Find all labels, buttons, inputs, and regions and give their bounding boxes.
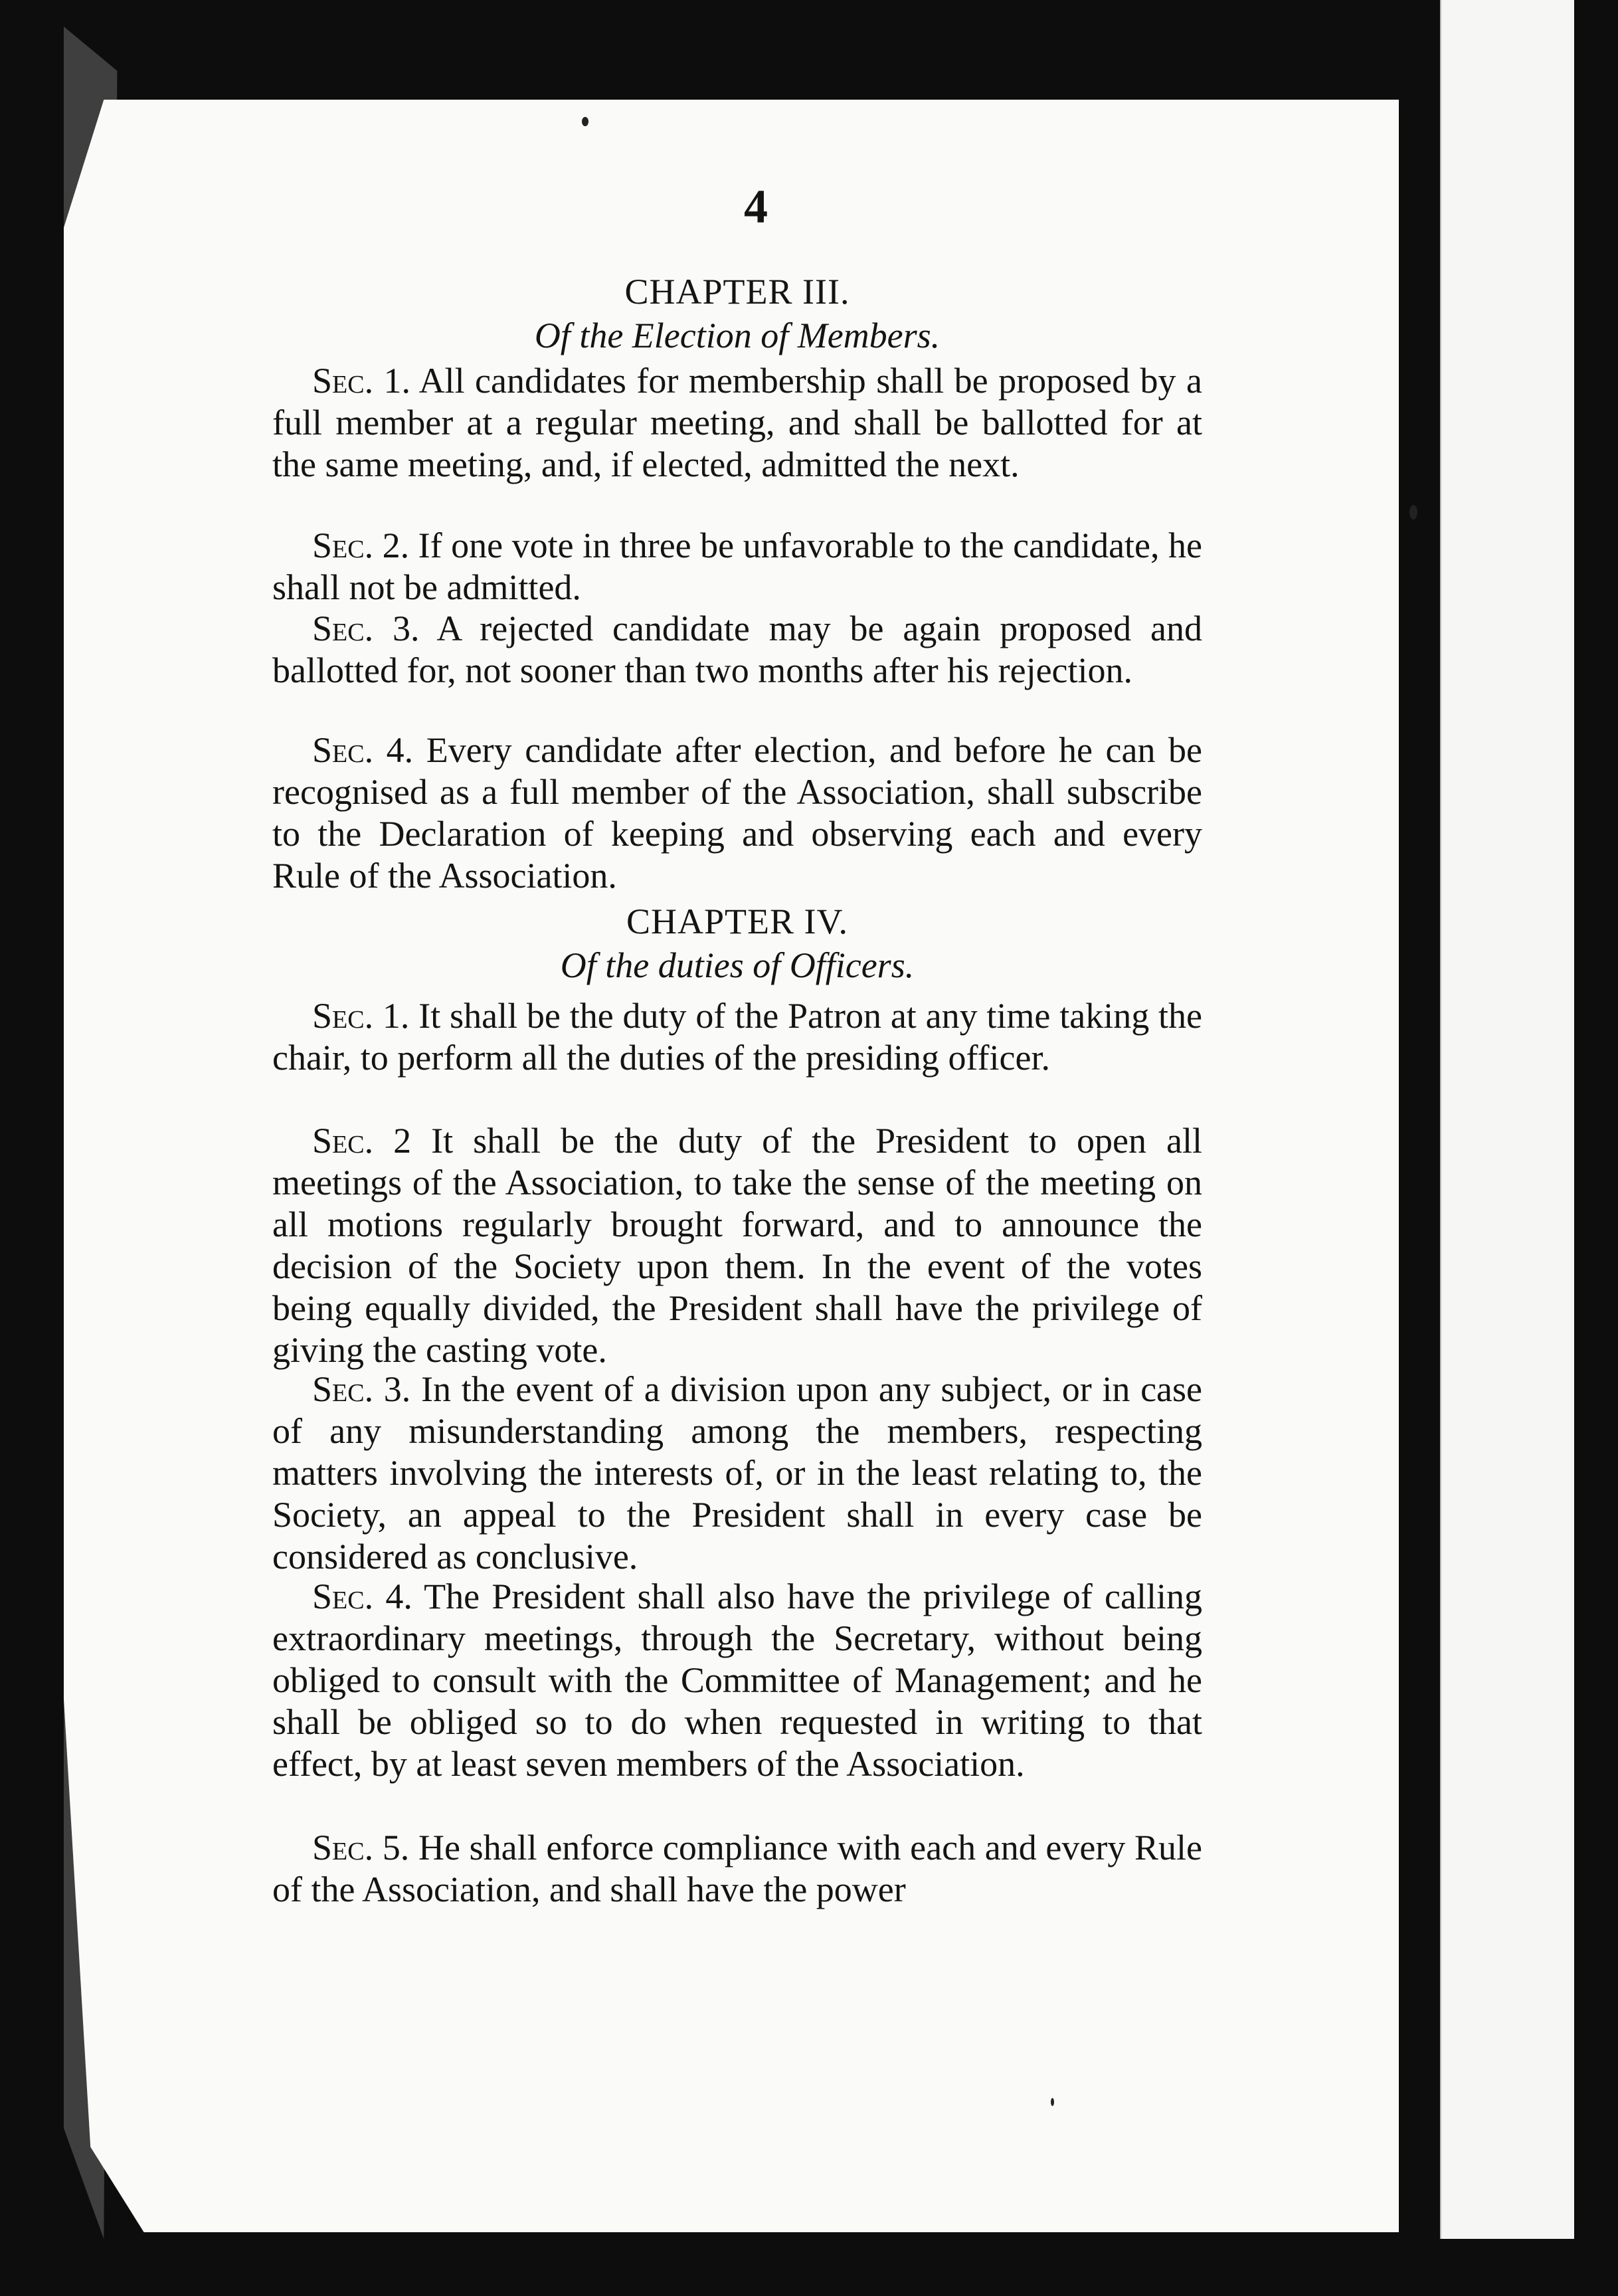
section-text: All candidates for membership shall be proposed by a full member at a regular meeting, and shall be ballotted for at the same meeting, and, if elected, admitted the next. [272,361,1202,484]
section-text: The President shall also have the privilege of calling extraordinary meetings, through the Secretary, without being obliged to consult with the Committee of Management; and he shall be obliged so to do when requested in writing to that effect, by at least seven members of the Association. [272,1577,1202,1784]
chapter-3-subtitle: Of the Election of Members. [534,316,941,355]
section-paragraph [272,729,1202,897]
ink-speck [1051,2098,1054,2106]
section-label: Sec. 4. [312,1577,412,1616]
section-paragraph [272,360,1202,486]
section-label: Sec. 3. [312,1369,411,1409]
section-label: Sec. 2 [312,1121,412,1161]
section-paragraph [272,1827,1202,1911]
ink-speck [1409,505,1417,520]
section-text: Every candidate after election, and before he can be recognised as a full member of the Association, shall subscribe to the Declaration of keeping and observing each and every Rule of the Association. [272,730,1203,896]
page-number: 4 [744,180,768,233]
section-paragraph [272,995,1202,1079]
section-text: A rejected candidate may be again proposed and ballotted for, not sooner than two months after his rejection. [272,609,1202,690]
chapter-4-subtitle: Of the duties of Officers. [560,945,915,985]
section-text: It shall be the duty of the President to open all meetings of the Association, to take the sense of the meeting on all motions regularly brought forward, and to announce the decision of the Society upon them. In the event of the votes being equally divided, the President shall have the privilege of giving the casting vote. [272,1121,1202,1370]
section-label: Sec. 1. [312,361,411,401]
ink-speck [582,117,588,126]
section-label: Sec. 4. [312,730,414,770]
section-paragraph [272,1369,1202,1578]
section-paragraph [272,1120,1202,1371]
chapter-3-title: CHAPTER III. [624,272,850,312]
section-paragraph [272,1576,1202,1785]
section-text: In the event of a division upon any subject, or in case of any misunderstanding among the members, respecting matters involving the interests of, or in the least relating to, the Society, an appeal to the President shall in every case be considered as conclusive. [272,1369,1203,1577]
section-label: Sec. 1. [312,996,410,1036]
section-label: Sec. 5. [312,1828,410,1867]
section-paragraph [272,608,1202,692]
section-label: Sec. 3. [312,609,420,648]
section-paragraph [272,525,1202,609]
section-text: He shall enforce compliance with each and every Rule of the Association, and shall have the power [272,1828,1203,1909]
facing-page-edge [1440,0,1574,2239]
section-text: It shall be the duty of the Patron at any time taking the chair, to perform all the duties of the presiding officer. [272,996,1203,1078]
chapter-4-title: CHAPTER IV. [626,902,849,941]
section-text: If one vote in three be unfavorable to the candidate, he shall not be admitted. [272,526,1203,607]
section-label: Sec. 2. [312,526,410,565]
